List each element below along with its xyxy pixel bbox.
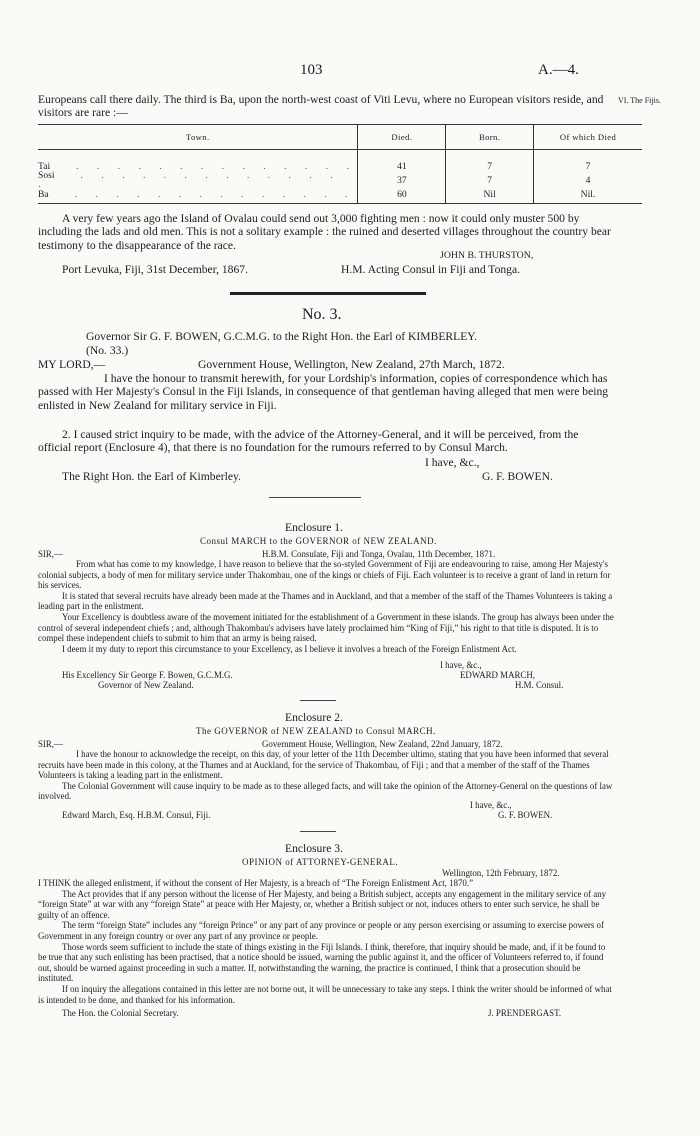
signature-title: H.M. Consul. [515, 680, 564, 690]
enclosure-3-paragraph: Those words seem sufficient to include the state of things existing in the Fiji Islands. I think, therefore, that inquiry should be made, and, if it be found to be true that any such enlisting has been practised, that a notice should be issued, warning the public against it, and the officer of Volunteers referred to, if found out, should be warned against proceeding in such a matter. If, notwithstanding the warning, the practice is continued, I think that a prosecution should be instituted. [38, 941, 606, 984]
margin-note: VI. The Fijis. [618, 96, 661, 105]
despatch-number: No. 3. [302, 306, 342, 323]
enclosure-2-body [38, 749, 614, 802]
enclosure-3-body [38, 878, 614, 1005]
born-cell: 7 [446, 171, 534, 189]
despatch-reference: (No. 33.) [86, 344, 129, 357]
enclosure-2-title: Enclosure 2. [285, 711, 343, 724]
enclosure-1-paragraph: From what has come to my knowledge, I have reason to believe that the so-styled Government of Fiji are endeavouring to raise, among Her Majesty's colonial subjects, a body of men for military service under Thakombau, one of the kings or chiefs of Fiji. Each volunteer is to receive a grant of land in return for his services. [38, 559, 611, 591]
enclosure-3-paragraph: I THINK the alleged enlistment, if without the consent of Her Majesty, is a breach of “The Foreign Enlistment Act, 1870.” [38, 878, 474, 888]
enclosure-1-address: H.B.M. Consulate, Fiji and Tonga, Ovalau, 11th December, 1871. [262, 549, 496, 559]
salutation: MY LORD,— [38, 358, 106, 371]
intro-paragraph: Europeans call there daily. The third is Ba, upon the north-west coast of Viti Levu, where no European visitors reside, and visitors are rare :— [38, 93, 604, 120]
enclosure-1-title: Enclosure 1. [285, 521, 343, 534]
town-name: Ba [38, 188, 49, 200]
thurston-signature: JOHN B. THURSTON, [440, 250, 534, 261]
despatch-paragraph-1: I have the honour to transmit herewith, for your Lordship's information, copies of correspondence which has passed with Her Majesty's Consul in the Fiji Islands, in consequence of that gentleman having alleged that men were being enlisted in New Zealand for military service in Fiji. [38, 372, 609, 412]
section-divider [230, 292, 426, 295]
enclosure-2-paragraph: The Colonial Government will cause inquiry to be made as to these alleged facts, and will take the opinion of the Attorney-General on the questions of law involved. [38, 780, 613, 802]
census-header-row [38, 125, 642, 150]
header-town: Town. [38, 125, 358, 150]
header-of-which-died: Of which Died [534, 125, 642, 150]
of-which-died-cell: 7 [585, 161, 591, 172]
town-cell [38, 190, 358, 204]
addressee: The Hon. the Colonial Secretary. [62, 1008, 179, 1018]
addressee-title: Governor of New Zealand. [98, 680, 194, 690]
of-which-died-cell: Nil. [534, 190, 642, 204]
table-row [38, 150, 642, 172]
died-cell: 37 [358, 171, 446, 189]
bowen-signature: G. F. BOWEN. [482, 470, 553, 483]
page-number: 103 [300, 62, 323, 78]
signatory-title: H.M. Acting Consul in Fiji and Tonga. [341, 263, 521, 276]
enclosure-3-place-date: Wellington, 12th February, 1872. [442, 868, 560, 878]
ovalau-paragraph: A very few years ago the Island of Ovalau could send out 3,000 fighting men : now it could only muster 500 by including the lads and old men. This is not a solitary example : the ruined and deserted villages throughout the country bear testimony to the disappearance of the race. [38, 212, 611, 252]
divider [269, 497, 361, 498]
enclosure-3-subtitle: OPINION of ATTORNEY-GENERAL. [242, 857, 399, 867]
header-died: Died. [358, 125, 446, 150]
died-cell: 60 [358, 190, 446, 204]
salutation: SIR,— [38, 739, 63, 749]
enclosure-1-paragraph: I deem it my duty to report this circumstance to your Excellency, as I believe it involves a breach of the Foreign Enlistment Act. [62, 643, 517, 654]
closing-formula: I have, &c., [470, 800, 512, 810]
of-which-died-cell: 4 [585, 174, 591, 186]
died-cell: 41 [358, 150, 446, 172]
town-cell [38, 150, 358, 172]
table-row [38, 190, 642, 204]
enclosure-3-paragraph: The Act provides that if any person without the license of Her Majesty, and being a British subject, accepts any engagement in the military service of any “foreign State” at war with any “foreign State” at peace with Her Majesty, or, whether a British subject or not, induces others to enter such service, he shall be guilty of an offence. [38, 888, 607, 920]
despatch-paragraph-2: 2. I caused strict inquiry to be made, with the advice of the Attorney-General, and it will be perceived, from the official report (Enclosure 4), that there is no foundation for the rumours referred to by Consul March. [38, 428, 579, 455]
enclosure-2-subtitle: The GOVERNOR of NEW ZEALAND to Consul MARCH. [196, 726, 436, 736]
enclosure-1-subtitle: Consul MARCH to the GOVERNOR of NEW ZEALAND. [200, 536, 437, 546]
born-cell: Nil [446, 190, 534, 204]
salutation: SIR,— [38, 549, 63, 559]
despatch-heading: Governor Sir G. F. BOWEN, G.C.M.G. to the Right Hon. the Earl of KIMBERLEY. [86, 330, 478, 343]
march-signature: EDWARD MARCH, [460, 670, 535, 680]
enclosure-3-title: Enclosure 3. [285, 842, 343, 855]
addressee: Edward March, Esq. H.B.M. Consul, Fiji. [62, 810, 211, 820]
enclosure-1-paragraph: Your Excellency is doubtless aware of the movement initiated for the establishment of a Government in these islands. The group has always been under the control of several independent chiefs ; and, although Thakombau's advisers have lately proclaimed him “King of Fiji,” his right to that title is disputed. It is to compel these independent chiefs to submit to him that an army is being raised. [38, 611, 614, 644]
divider [300, 700, 336, 701]
prendergast-signature: J. PRENDERGAST. [488, 1008, 562, 1018]
place-date: Port Levuka, Fiji, 31st December, 1867. [62, 263, 248, 276]
closing-formula: I have, &c., [425, 456, 480, 469]
divider [300, 831, 336, 832]
despatch-address: Government House, Wellington, New Zealand, 27th March, 1872. [198, 358, 505, 371]
town-name: Tai [38, 161, 51, 172]
addressee: His Excellency Sir George F. Bowen, G.C.M.G. [62, 670, 233, 680]
enclosure-2-address: Government House, Wellington, New Zealand, 22nd January, 1872. [262, 739, 503, 749]
enclosure-3-paragraph: If on inquiry the allegations contained in this letter are not borne out, it will be unnecessary to take any steps. I think the writer should be informed of what is intended to be done, and thanked for his information. [38, 983, 612, 1005]
census-table [38, 124, 642, 204]
closing-formula: I have, &c., [440, 660, 482, 670]
town-name: Sosi [38, 170, 55, 182]
table-row [38, 171, 642, 189]
enclosure-3-paragraph: The term “foreign State” includes any “foreign Prince” or any part of any province or people or any person exercising or assuming to exercise powers of Government in any foreign country or over any part of any province or people. [38, 920, 604, 941]
dot-leader: . . . . . . . . . . . . . . [74, 188, 356, 200]
town-cell [38, 171, 358, 189]
bowen-signature: G. F. BOWEN. [498, 810, 553, 820]
enclosure-2-paragraph: I have the honour to acknowledge the receipt, on this day, of your letter of the 11th December ultimo, stating that you have been informed that several recruits have been made in this colony, at the Thames and at Auckland, for the service of Thakombau, of Fiji ; and that a member of the staff of the Thames Volunteers is taking a leading part in the enlistment. [38, 749, 609, 781]
addressee: The Right Hon. the Earl of Kimberley. [62, 470, 241, 483]
enclosure-1-body [38, 559, 614, 654]
born-cell: 7 [446, 150, 534, 172]
dot-leader: . . . . . . . . . . . . . . [38, 170, 341, 191]
dot-leader: . . . . . . . . . . . . . . [76, 161, 357, 172]
enclosure-1-paragraph: It is stated that several recruits have already been made at the Thames and in Auckland, and that a member of the staff of the Thames Volunteers is taking a leading part in the enlistment. [38, 590, 613, 612]
header-born: Born. [446, 125, 534, 150]
document-reference: A.—4. [538, 62, 579, 78]
